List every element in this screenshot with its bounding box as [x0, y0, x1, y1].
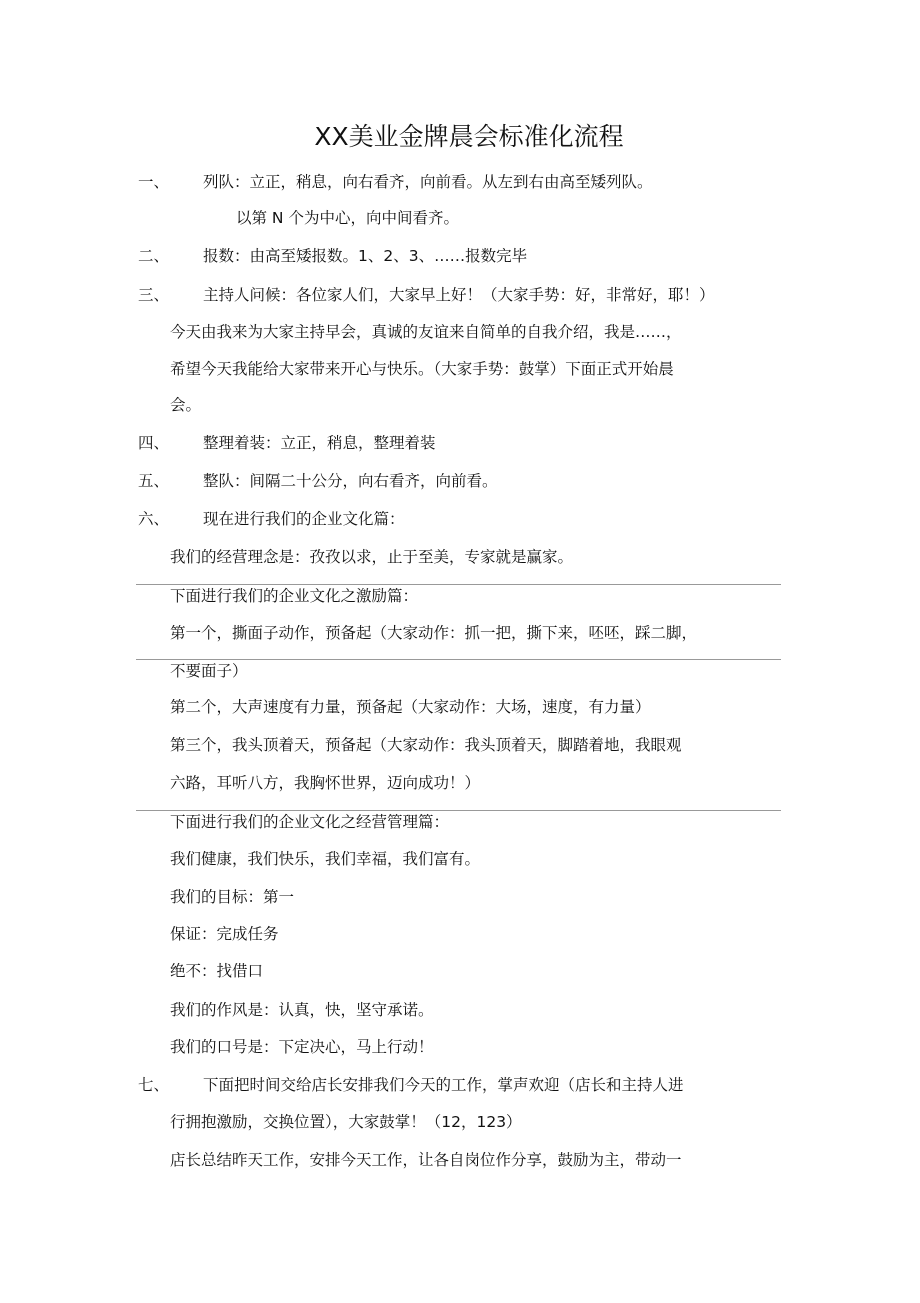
paragraph-line: 六路，耳听八方，我胸怀世界，迈向成功！） — [170, 774, 481, 792]
section-number: 一、 — [138, 173, 170, 191]
section-text: 整队：间隔二十公分，向右看齐，向前看。 — [203, 472, 498, 490]
paragraph-line: 会。 — [170, 396, 202, 414]
paragraph-line: 不要面子） — [170, 662, 248, 680]
paragraph-line: 第二个，大声速度有力量，预备起（大家动作：大场，速度，有力量） — [170, 698, 651, 716]
paragraph-line: 我们健康，我们快乐，我们幸福，我们富有。 — [170, 850, 481, 868]
paragraph-line: 第一个，撕面子动作，预备起（大家动作：抓一把，撕下来，呸呸，踩二脚， — [170, 624, 698, 642]
paragraph-line: 第三个，我头顶着天，预备起（大家动作：我头顶着天，脚踏着地，我眼观 — [170, 736, 682, 754]
section-text: 主持人问候：各位家人们，大家早上好！（大家手势：好，非常好，耶！） — [203, 286, 715, 304]
divider — [136, 659, 781, 660]
section-number: 四、 — [138, 434, 170, 452]
section-text: 整理着装：立正，稍息，整理着装 — [203, 434, 436, 452]
divider — [136, 810, 781, 811]
section-text: 下面把时间交给店长安排我们今天的工作，掌声欢迎（店长和主持人进 — [203, 1076, 684, 1094]
paragraph-line: 行拥抱激励，交换位置），大家鼓掌！（12，123） — [170, 1113, 522, 1131]
divider — [136, 584, 781, 585]
section-text: 列队：立正，稍息，向右看齐，向前看。从左到右由高至矮列队。 — [203, 173, 653, 191]
section-number: 二、 — [138, 247, 170, 265]
paragraph-line: 保证：完成任务 — [170, 925, 279, 943]
section-text: 现在进行我们的企业文化篇： — [203, 510, 405, 528]
section-text: 报数：由高至矮报数。1、2、3、……报数完毕 — [203, 247, 528, 265]
paragraph-line: 下面进行我们的企业文化之经营管理篇： — [170, 813, 450, 831]
paragraph-line: 绝不：找借口 — [170, 962, 264, 980]
section-number: 六、 — [138, 510, 170, 528]
section-number: 三、 — [138, 286, 170, 304]
section-text-cont: 以第 N 个为中心，向中间看齐。 — [236, 209, 459, 227]
section-number: 七、 — [138, 1076, 170, 1094]
paragraph-line: 我们的经营理念是：孜孜以求，止于至美，专家就是赢家。 — [170, 548, 574, 566]
section-number: 五、 — [138, 472, 170, 490]
paragraph-line: 今天由我来为大家主持早会，真诚的友谊来自简单的自我介绍，我是……， — [170, 323, 682, 341]
paragraph-line: 我们的作风是：认真，快，坚守承诺。 — [170, 1001, 434, 1019]
document-title: XX美业金牌晨会标准化流程 — [314, 122, 624, 151]
paragraph-line: 希望今天我能给大家带来开心与快乐。（大家手势：鼓掌）下面正式开始晨 — [170, 360, 674, 378]
paragraph-line: 我们的目标：第一 — [170, 888, 295, 906]
paragraph-line: 我们的口号是：下定决心，马上行动！ — [170, 1038, 434, 1056]
paragraph-line: 店长总结昨天工作，安排今天工作，让各自岗位作分享，鼓励为主，带动一 — [170, 1151, 682, 1169]
paragraph-line: 下面进行我们的企业文化之激励篇： — [170, 587, 419, 605]
